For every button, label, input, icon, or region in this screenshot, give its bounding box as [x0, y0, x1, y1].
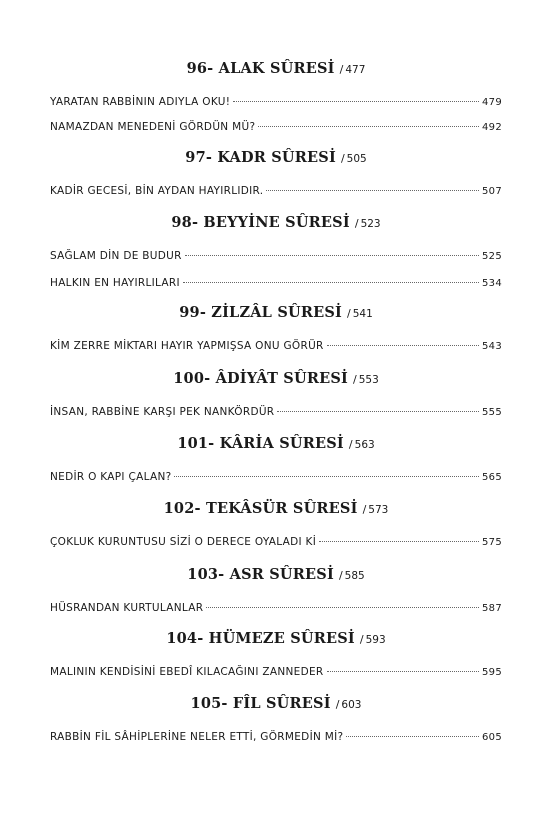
section-title: 105- FÎL SÛRESİ — [190, 695, 331, 712]
dot-leader — [277, 411, 479, 412]
toc-entry[interactable] — [50, 661, 502, 683]
toc-entry[interactable] — [50, 597, 502, 619]
dot-leader — [319, 541, 479, 542]
section-title: 103- ASR SÛRESİ — [187, 566, 334, 583]
section-page-number: 505 — [346, 153, 367, 165]
entry-title: KİM ZERRE MİKTARI HAYIR YAPMIŞSA ONU GÖRÜR — [50, 340, 324, 352]
toc-section-beyyine — [50, 211, 502, 294]
entry-title: SAĞLAM DİN DE BUDUR — [50, 250, 182, 262]
section-title: 99- ZİLZÂL SÛRESİ — [179, 304, 342, 321]
section-title: 101- KÂRİA SÛRESİ — [177, 435, 344, 452]
dot-leader — [346, 736, 479, 737]
dot-leader — [327, 345, 479, 346]
section-heading: 99- ZİLZÂL SÛRESİ / 541 — [179, 304, 373, 321]
section-page-number: 563 — [354, 439, 375, 451]
section-title: 97- KADR SÛRESİ — [185, 149, 336, 166]
entry-title: ÇOKLUK KURUNTUSU SİZİ O DERECE OYALADI Kİ — [50, 536, 317, 548]
dot-leader — [183, 282, 479, 283]
section-heading: 101- KÂRİA SÛRESİ / 563 — [177, 435, 375, 452]
entry-page-number: 595 — [482, 667, 502, 678]
section-heading: 102- TEKÂSÜR SÛRESİ / 573 — [163, 500, 389, 517]
entry-title: HALKIN EN HAYIRLILARI — [50, 277, 180, 289]
section-heading: 98- BEYYİNE SÛRESİ / 523 — [171, 214, 381, 231]
toc-section-adiyat — [50, 367, 502, 423]
section-heading: 105- FÎL SÛRESİ / 603 — [190, 695, 362, 712]
entry-title: RABBİN FİL SÂHİPLERİNE NELER ETTİ, GÖRMEDİN Mİ? — [50, 731, 344, 743]
entry-title: NAMAZDAN MENEDENİ GÖRDÜN MÜ? — [50, 121, 256, 133]
dot-leader — [258, 126, 479, 127]
entry-page-number: 587 — [482, 603, 502, 614]
entry-page-number: 575 — [482, 537, 502, 548]
section-page-number: 553 — [358, 374, 379, 386]
dot-leader — [185, 255, 479, 256]
toc-section-zilzal — [50, 301, 502, 357]
toc-section-asr — [50, 563, 502, 619]
section-title: 96- ALAK SÛRESİ — [186, 60, 335, 77]
section-page-number: 585 — [344, 570, 365, 582]
entry-title: NEDİR O KAPI ÇALAN? — [50, 471, 172, 483]
entry-page-number: 555 — [482, 407, 502, 418]
section-page-number: 541 — [352, 308, 373, 320]
toc-entry[interactable] — [50, 401, 502, 423]
toc-entry[interactable] — [50, 180, 502, 202]
section-page-number: 593 — [365, 634, 386, 646]
toc-entry[interactable] — [50, 466, 502, 488]
dot-leader — [266, 190, 479, 191]
entry-title: HÜSRANDAN KURTULANLAR — [50, 602, 204, 614]
dot-leader — [233, 101, 479, 102]
section-title: 102- TEKÂSÜR SÛRESİ — [163, 500, 358, 517]
entry-page-number: 507 — [482, 186, 502, 197]
entry-page-number: 543 — [482, 341, 502, 352]
toc-section-humeze — [50, 627, 502, 683]
toc-entry[interactable] — [50, 245, 502, 267]
entry-title: KADİR GECESİ, BİN AYDAN HAYIRLIDIR. — [50, 185, 264, 197]
section-heading: 103- ASR SÛRESİ / 585 — [187, 566, 365, 583]
dot-leader — [327, 671, 480, 672]
dot-leader — [174, 476, 479, 477]
toc-entry[interactable] — [50, 272, 502, 294]
section-heading: 104- HÜMEZE SÛRESİ / 593 — [166, 630, 386, 647]
toc-entry[interactable] — [50, 116, 502, 138]
entry-page-number: 525 — [482, 251, 502, 262]
toc-section-karia — [50, 432, 502, 488]
section-heading: 96- ALAK SÛRESİ / 477 — [186, 60, 366, 77]
toc-entry[interactable] — [50, 726, 502, 748]
entry-title: YARATAN RABBİNIN ADIYLA OKU! — [50, 96, 231, 108]
entry-page-number: 534 — [482, 278, 502, 289]
section-page-number: 603 — [341, 699, 362, 711]
section-page-number: 477 — [345, 64, 366, 76]
section-title: 100- ÂDİYÂT SÛRESİ — [173, 370, 348, 387]
entry-page-number: 479 — [482, 97, 502, 108]
toc-section-tekasur — [50, 497, 502, 553]
section-heading: 97- KADR SÛRESİ / 505 — [185, 149, 367, 166]
entry-page-number: 492 — [482, 122, 502, 133]
entry-page-number: 605 — [482, 732, 502, 743]
dot-leader — [206, 607, 479, 608]
entry-title: İNSAN, RABBİNE KARŞI PEK NANKÖRDÜR — [50, 406, 275, 418]
section-page-number: 523 — [360, 218, 381, 230]
section-title: 104- HÜMEZE SÛRESİ — [166, 630, 355, 647]
entry-page-number: 565 — [482, 472, 502, 483]
entry-title: MALININ KENDİSİNİ EBEDÎ KILACAĞINI ZANNEDER — [50, 666, 324, 678]
toc-entry[interactable] — [50, 531, 502, 553]
toc-section-kadr — [50, 146, 502, 202]
section-heading: 100- ÂDİYÂT SÛRESİ / 553 — [173, 370, 379, 387]
toc-section-alak — [50, 57, 502, 138]
toc-section-fil — [50, 692, 502, 748]
toc-entry[interactable] — [50, 91, 502, 113]
section-page-number: 573 — [368, 504, 389, 516]
section-title: 98- BEYYİNE SÛRESİ — [171, 214, 350, 231]
toc-entry[interactable] — [50, 335, 502, 357]
